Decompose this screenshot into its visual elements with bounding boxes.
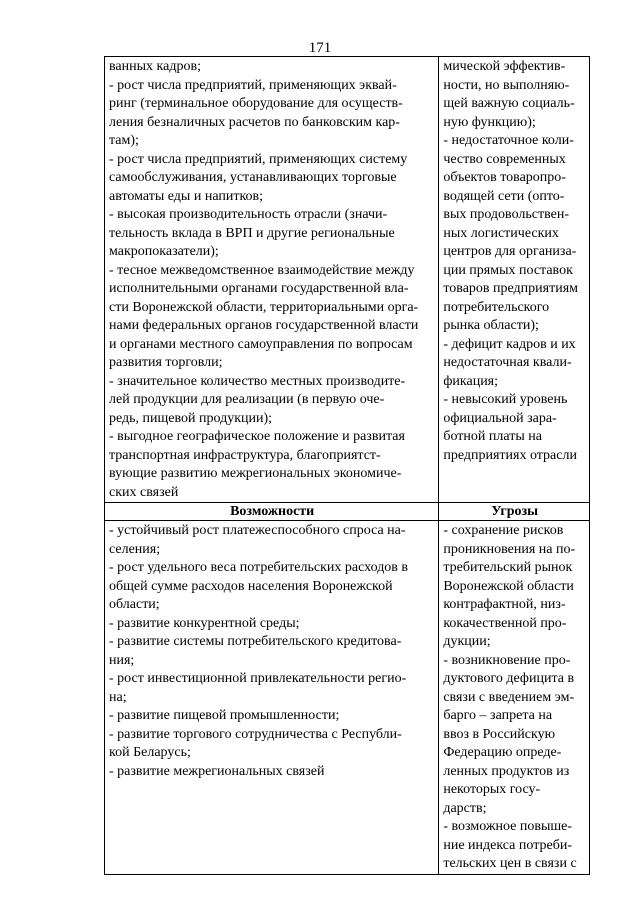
text-line: щей важную социаль-: [443, 96, 575, 111]
text-line: развития торговли;: [109, 355, 223, 370]
text-line: требительский рынок: [443, 560, 573, 575]
text-line: нами федеральных органов государственной власти: [109, 318, 419, 333]
text-line: ввоз в Российскую: [443, 726, 556, 742]
text-line: потребительского: [443, 299, 550, 315]
text-line: тельность вклада в ВРП и другие региональные: [109, 225, 395, 241]
opportunities-threats-row: [105, 521, 590, 875]
opportunities-header: Возможности: [105, 503, 439, 521]
text-line: некоторых госу-: [443, 782, 541, 797]
text-line: вых продовольствен-: [443, 207, 569, 222]
text-line: рынка области);: [443, 318, 539, 333]
text-line: ванных кадров;: [109, 59, 201, 74]
text-line: - высокая производительность отрасли (значи-: [109, 207, 388, 222]
page-number: 171: [308, 40, 332, 56]
text-line: - дефицит кадров и их: [443, 336, 576, 352]
text-line: - рост числа предприятий, применяющих эквай-: [109, 77, 397, 93]
opportunities-text: [109, 522, 435, 781]
strengths-text: [109, 58, 435, 502]
text-line: товаров предприятиям: [443, 281, 578, 296]
text-line: проникновения на по-: [443, 541, 576, 557]
weaknesses-cell: [439, 57, 590, 503]
text-line: чество современных: [443, 151, 566, 167]
text-line: - развитие торгового сотрудничества с Республи-: [109, 726, 402, 742]
text-line: там);: [109, 133, 139, 148]
text-line: водящей сети (опто-: [443, 188, 565, 204]
text-line: кой Беларусь;: [109, 745, 191, 760]
threats-cell: [439, 521, 590, 875]
text-line: центров для организа-: [443, 244, 577, 259]
text-line: фикация;: [443, 373, 499, 389]
text-line: ления безналичных расчетов по банковским кар-: [109, 114, 400, 130]
text-line: - возникновение про-: [443, 652, 571, 668]
text-line: предприятиях отрасли: [443, 447, 577, 463]
text-line: области;: [109, 597, 160, 612]
text-line: - устойчивый рост платежеспособного спроса на-: [109, 523, 406, 538]
text-line: исполнительными органами государственной вла-: [109, 281, 409, 296]
threats-text: [443, 522, 586, 874]
text-line: самообслуживания, устанавливающих торговые: [109, 170, 397, 185]
text-line: - тесное межведомственное взаимодействие между: [109, 262, 415, 278]
text-line: автоматы еды и напитков;: [109, 188, 264, 204]
text-line: - развитие конкурентной среды;: [109, 615, 300, 631]
text-line: - сохранение рисков: [443, 523, 564, 538]
text-line: - рост удельного веса потребительских расходов в: [109, 560, 409, 575]
text-line: ских связей: [109, 484, 179, 500]
text-line: объектов товаропро-: [443, 170, 566, 185]
strengths-weaknesses-row: [105, 57, 590, 503]
strengths-cell: [105, 57, 439, 503]
text-line: - невысокий уровень: [443, 392, 568, 407]
text-line: - возможное повыше-: [443, 819, 573, 834]
text-line: ную функцию);: [443, 114, 536, 130]
text-line: ных логистических: [443, 225, 559, 241]
text-line: редь, пищевой продукции);: [109, 410, 273, 426]
text-line: транспортная инфраструктура, благоприятст-: [109, 447, 381, 463]
text-line: - развитие межрегиональных связей: [109, 763, 325, 779]
text-line: - рост инвестиционной привлекательности регио-: [109, 671, 407, 686]
text-line: мической эффектив-: [443, 59, 566, 74]
text-line: вующие развитию межрегиональных экономиче-: [109, 466, 402, 481]
text-line: сти Воронежской области, территориальными орга-: [109, 299, 419, 315]
text-line: дукции;: [443, 634, 491, 649]
text-line: макропоказатели);: [109, 244, 219, 259]
threats-header: Угрозы: [439, 503, 590, 521]
text-line: официальной зара-: [443, 410, 557, 426]
text-line: - развитие пищевой промышленности;: [109, 708, 340, 723]
text-line: на;: [109, 689, 127, 705]
text-line: дуктового дефицита в: [443, 671, 575, 686]
text-line: Воронежской области: [443, 578, 574, 594]
text-line: селения;: [109, 541, 161, 557]
text-line: контрафактной, низ-: [443, 597, 566, 612]
text-line: и органами местного самоуправления по вопросам: [109, 336, 413, 352]
text-line: - значительное количество местных производите-: [109, 373, 406, 389]
text-line: ния;: [109, 652, 135, 668]
text-line: ние индекса потреби-: [443, 837, 572, 853]
text-line: ности, но выполняю-: [443, 77, 570, 93]
text-line: кокачественной про-: [443, 615, 567, 631]
text-line: Федерацию опреде-: [443, 745, 562, 760]
text-line: ботной платы на: [443, 429, 542, 444]
swot-table: [104, 56, 590, 875]
text-line: ции прямых поставок: [443, 262, 573, 278]
header-row: [105, 503, 590, 521]
text-line: - недостаточное коли-: [443, 133, 574, 148]
text-line: общей сумме расходов населения Воронежской: [109, 578, 393, 594]
text-line: ленных продуктов из: [443, 763, 570, 779]
text-line: - развитие системы потребительского кредитова-: [109, 634, 402, 649]
weaknesses-text: [443, 58, 586, 465]
text-line: - рост числа предприятий, применяющих систему: [109, 151, 408, 167]
text-line: лей продукции для реализации (в первую оче-: [109, 392, 385, 407]
text-line: барго – запрета на: [443, 708, 553, 723]
opportunities-cell: [105, 521, 439, 875]
text-line: ринг (терминальное оборудование для осуществ-: [109, 96, 403, 111]
text-line: дарств;: [443, 800, 487, 816]
text-line: недостаточная квали-: [443, 355, 572, 370]
text-line: - выгодное географическое положение и развитая: [109, 429, 405, 444]
text-line: связи с введением эм-: [443, 689, 575, 705]
text-line: тельских цен в связи с: [443, 856, 577, 871]
